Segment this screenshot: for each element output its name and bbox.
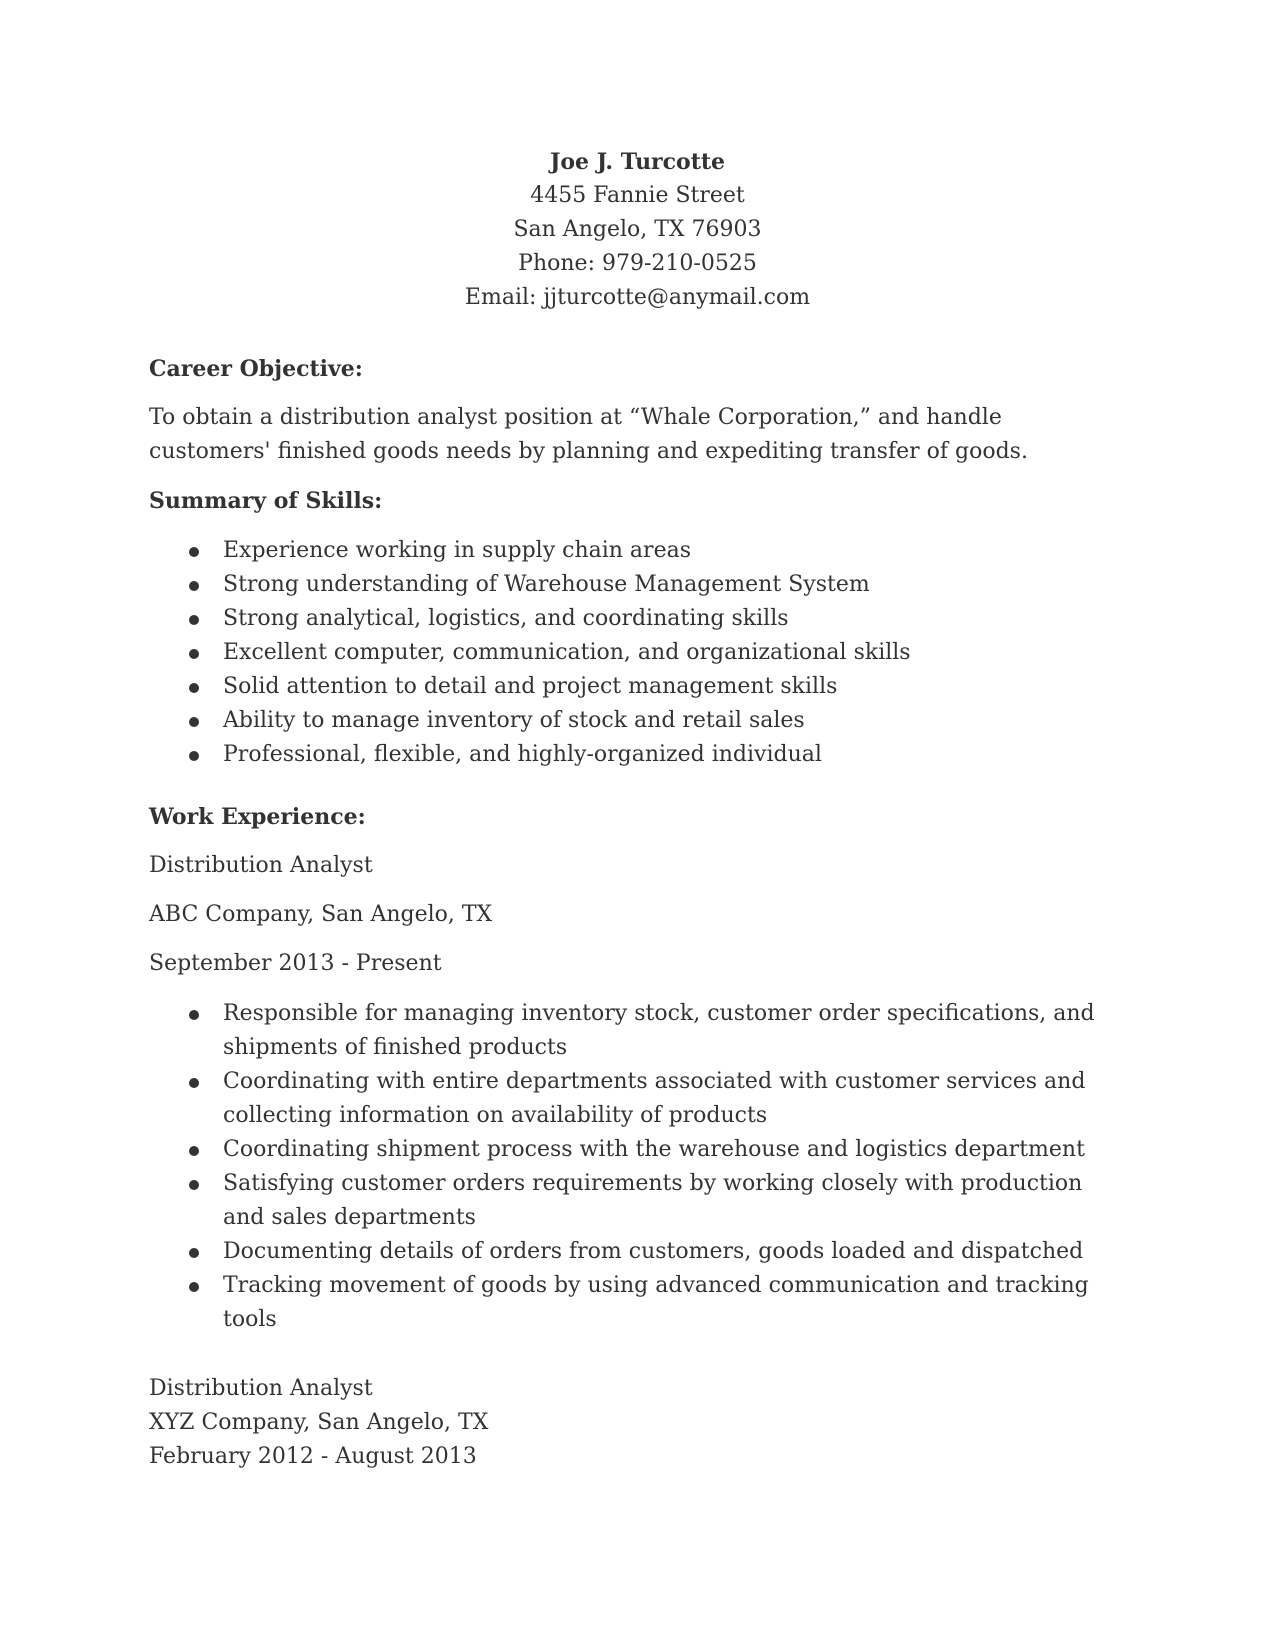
- experience-section: [149, 800, 1129, 1337]
- objective-text: To obtain a distribution analyst position at “Whale Corporation,” and handle customers' finished goods needs by planning and expediting transfer of goods.: [149, 405, 1028, 464]
- skills-list: [149, 534, 1129, 772]
- city-state-zip: San Angelo, TX 76903: [513, 217, 762, 242]
- list-item: Tracking movement of goods by using advanced communication and tracking tools: [149, 1269, 1129, 1337]
- job-title: Distribution Analyst: [149, 1376, 373, 1401]
- applicant-name: Joe J. Turcotte: [549, 149, 726, 175]
- list-item: Satisfying customer orders requirements by working closely with production and sales departments: [149, 1167, 1129, 1235]
- objective-heading: Career Objective:: [149, 356, 363, 382]
- list-item: Coordinating shipment process with the warehouse and logistics department: [149, 1133, 1129, 1167]
- bullet-icon: [189, 649, 199, 659]
- bullet-icon: [189, 683, 199, 693]
- bullet-icon: [189, 581, 199, 591]
- bullet-icon: [189, 1180, 199, 1190]
- bullet-icon: [189, 1078, 199, 1088]
- list-item: Strong analytical, logistics, and coordinating skills: [149, 602, 1129, 636]
- bullet-icon: [189, 717, 199, 727]
- skills-heading: Summary of Skills:: [149, 488, 383, 514]
- list-item: Experience working in supply chain areas: [149, 534, 1129, 568]
- job-title: Distribution Analyst: [149, 853, 373, 878]
- list-item: Excellent computer, communication, and organizational skills: [149, 636, 1129, 670]
- list-item: Strong understanding of Warehouse Management System: [149, 568, 1129, 602]
- bullet-icon: [189, 547, 199, 557]
- bullet-icon: [189, 1282, 199, 1292]
- bullet-icon: [189, 1248, 199, 1258]
- job-company: XYZ Company, San Angelo, TX: [149, 1410, 489, 1435]
- job-company: ABC Company, San Angelo, TX: [149, 902, 493, 927]
- bullet-icon: [189, 751, 199, 761]
- list-item: Solid attention to detail and project management skills: [149, 670, 1129, 704]
- second-job: [149, 1372, 1129, 1474]
- bullet-icon: [189, 615, 199, 625]
- skills-section: [149, 484, 1129, 772]
- list-item: Coordinating with entire departments associated with customer services and collecting information on availability of products: [149, 1065, 1129, 1133]
- job-dates: September 2013 - Present: [149, 951, 442, 976]
- street-address: 4455 Fannie Street: [530, 183, 745, 208]
- email-address: Email: jjturcotte@anymail.com: [464, 285, 811, 310]
- experience-heading: Work Experience:: [149, 804, 366, 830]
- list-item: Responsible for managing inventory stock, customer order specifications, and shipments of finished products: [149, 997, 1129, 1065]
- list-item: Ability to manage inventory of stock and retail sales: [149, 704, 1129, 738]
- list-item: Professional, flexible, and highly-organized individual: [149, 738, 1129, 772]
- bullet-icon: [189, 1010, 199, 1020]
- contact-header: [0, 145, 1275, 315]
- job-dates: February 2012 - August 2013: [149, 1444, 477, 1469]
- job-duties-list: [149, 997, 1129, 1337]
- objective-section: [149, 352, 1129, 469]
- bullet-icon: [189, 1146, 199, 1156]
- list-item: Documenting details of orders from customers, goods loaded and dispatched: [149, 1235, 1129, 1269]
- phone-number: Phone: 979-210-0525: [518, 251, 757, 276]
